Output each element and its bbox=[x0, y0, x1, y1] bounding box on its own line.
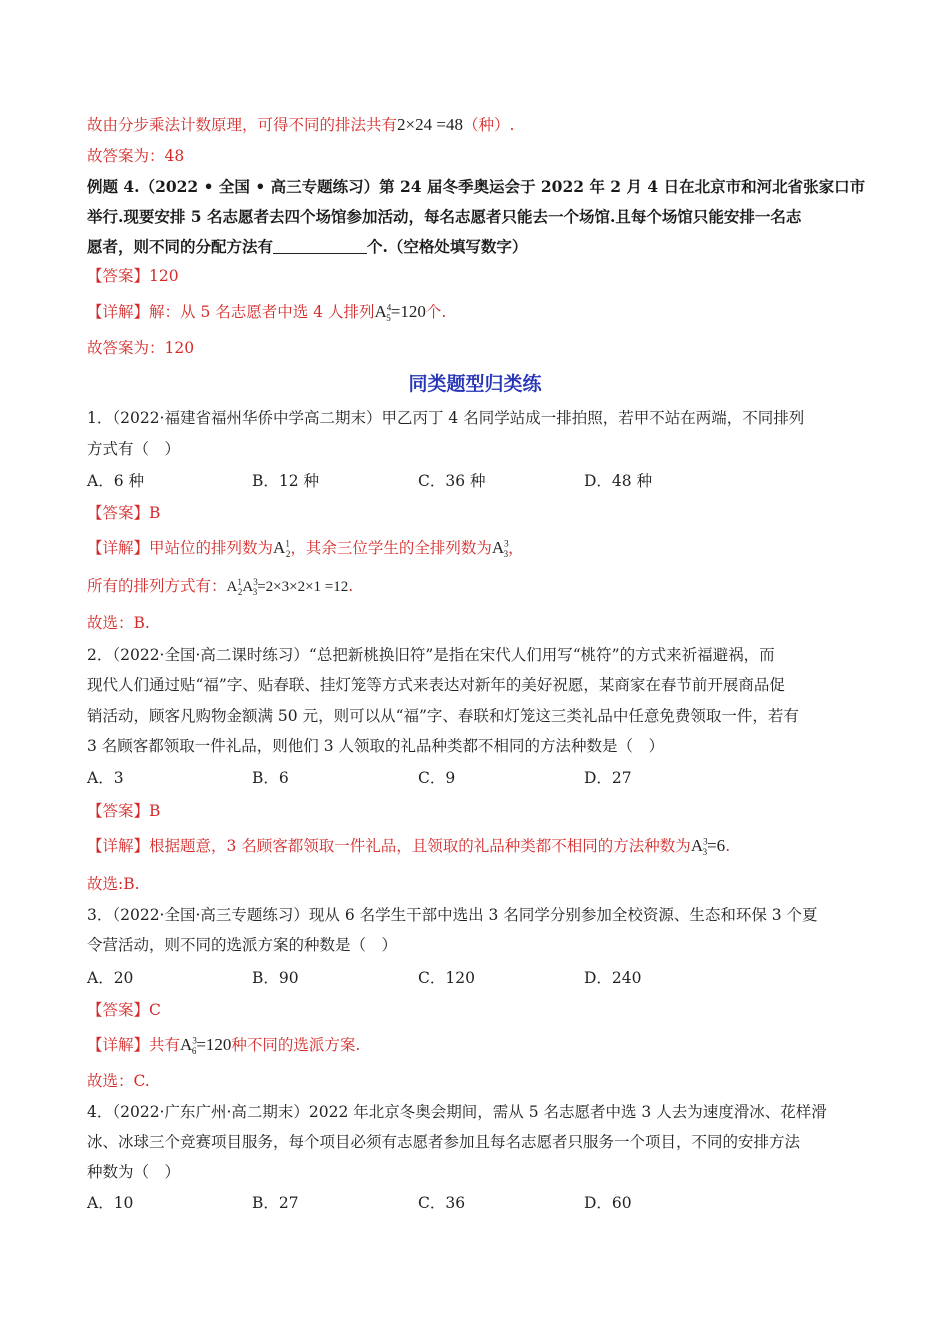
example-text: 个.（空格处填写数字） bbox=[367, 237, 528, 256]
answer-tag: 【答案】 bbox=[87, 267, 150, 285]
q3-line1: 3．（2022·全国·高三专题练习）现从 6 名学生干部中选出 3 名同学分别参加全校资源、生态和环保 3 个夏 bbox=[87, 906, 818, 924]
q4-option-a: A．10 bbox=[87, 1194, 134, 1212]
q2-option-b: B．6 bbox=[252, 769, 289, 787]
q2-option-a: A．3 bbox=[87, 769, 124, 787]
detail-text: . bbox=[725, 837, 731, 855]
q3-option-c: C．120 bbox=[418, 969, 475, 987]
q1-line1: 1．（2022·福建省福州华侨中学高二期末）甲乙丙丁 4 名同学站成一排拍照，若甲不站在两端，不同排列 bbox=[87, 409, 805, 427]
detail-text: ，其余三位学生的全排列数为 bbox=[290, 539, 492, 557]
example4-conclusion bbox=[87, 337, 194, 359]
q1-answer bbox=[87, 502, 160, 524]
example4-line3 bbox=[87, 236, 527, 258]
q3-option-b: B．90 bbox=[252, 969, 299, 987]
q3-conclusion: 故选：C. bbox=[87, 1072, 150, 1090]
q2-line3: 销活动，顾客凡购物金额满 50 元，则可以从“福”字、春联和灯笼这三类礼品中任意免费领取一件，若有 bbox=[87, 707, 799, 725]
detail-tag: 【详解】 bbox=[87, 303, 150, 321]
q1-option-c: C．36 种 bbox=[418, 472, 486, 490]
detail-text: 解：从 5 名志愿者中选 4 人排列 bbox=[149, 303, 375, 321]
q1-option-a: A．6 种 bbox=[87, 472, 144, 490]
q4-line3: 种数为（ ） bbox=[87, 1163, 181, 1181]
example4-line1 bbox=[87, 176, 865, 198]
q1-detail bbox=[87, 537, 524, 559]
example-text: 愿者，则不同的分配方法有 bbox=[87, 237, 274, 256]
answer-value: 120 bbox=[149, 267, 179, 285]
answer-value: B bbox=[149, 504, 161, 522]
example4-detail bbox=[87, 301, 446, 323]
q3-option-d: D．240 bbox=[584, 969, 642, 987]
intro-line bbox=[87, 114, 514, 136]
answer-label: 故答案为： bbox=[87, 339, 165, 357]
detail-text: 根据题意，3 名顾客都领取一件礼品，且领取的礼品种类都不相同的方法种数为 bbox=[149, 837, 691, 855]
q2-line2: 现代人们通过贴“福”字、贴春联、挂灯笼等方式来表达对新年的美好祝愿，某商家在春节前开展商品促 bbox=[87, 676, 785, 694]
intro-answer bbox=[87, 145, 184, 167]
perm-a63: $A^3_6=120$ bbox=[180, 1035, 232, 1057]
q1-line2: 方式有（ ） bbox=[87, 440, 181, 458]
example-text: （2022 • 全国 • 高三专题练习）第 24 届冬季奥运会于 2022 年 2 月 4 日在北京市和河北省张家口市 bbox=[139, 177, 866, 196]
q4-line1: 4．（2022·广东广州·高二期末）2022 年北京冬奥会期间，需从 5 名志愿者中选 3 人去为速度滑冰、花样滑 bbox=[87, 1103, 827, 1121]
q2-option-c: C．9 bbox=[418, 769, 456, 787]
q3-option-a: A．20 bbox=[87, 969, 134, 987]
q3-answer bbox=[87, 999, 161, 1021]
answer-tag: 【答案】 bbox=[87, 802, 150, 820]
q2-option-d: D．27 bbox=[584, 769, 632, 787]
detail-text: 所有的排列方式有： bbox=[87, 577, 227, 595]
detail-text: 共有 bbox=[149, 1036, 181, 1054]
detail-text: ， bbox=[508, 539, 524, 557]
q4-line2: 冰、冰球三个竞赛项目服务，每个项目必须有志愿者参加且每名志愿者只服务一个项目，不同的安排方法 bbox=[87, 1133, 801, 1151]
blank-line bbox=[273, 237, 367, 254]
q2-line4: 3 名顾客都领取一件礼品，则他们 3 人领取的礼品种类都不相同的方法种数是（ ） bbox=[87, 737, 665, 755]
perm-product: $A^1_2A^3_3=2\times 3\times 2\times 1 =12$ bbox=[226, 577, 349, 597]
intro-post: （种）. bbox=[462, 116, 515, 134]
q4-option-c: C．36 bbox=[418, 1194, 466, 1212]
q2-conclusion: 故选:B. bbox=[87, 875, 140, 893]
detail-text: . bbox=[348, 577, 354, 595]
q4-option-d: D．60 bbox=[584, 1194, 632, 1212]
example-label: 例题 4. bbox=[87, 177, 140, 196]
answer-label: 故答案为： bbox=[87, 147, 165, 165]
section-heading: 同类题型归类练 bbox=[408, 373, 542, 395]
detail-tag: 【详解】 bbox=[87, 539, 150, 557]
answer-value: C bbox=[149, 1001, 161, 1019]
detail-text: 个. bbox=[425, 303, 447, 321]
detail-tag: 【详解】 bbox=[87, 1036, 150, 1054]
answer-value: B bbox=[149, 802, 161, 820]
q2-answer bbox=[87, 800, 160, 822]
perm-formula: $A^4_5=120$ bbox=[374, 302, 426, 324]
example4-answer bbox=[87, 265, 179, 287]
q4-option-b: B．27 bbox=[252, 1194, 299, 1212]
intro-text: 故由分步乘法计数原理，可得不同的排法共有 bbox=[87, 116, 398, 134]
q2-detail bbox=[87, 835, 730, 857]
answer-tag: 【答案】 bbox=[87, 1001, 150, 1019]
answer-tag: 【答案】 bbox=[87, 504, 150, 522]
answer-value: 120 bbox=[164, 339, 195, 357]
detail-text: 种不同的选派方案. bbox=[231, 1036, 361, 1054]
detail-text: 甲站位的排列数为 bbox=[149, 539, 274, 557]
perm-a21: $A^1_2$ bbox=[273, 538, 291, 560]
q1-all bbox=[87, 575, 353, 598]
perm-a33: $A^3_3$ bbox=[491, 538, 509, 560]
example4-line2: 举行.现要安排 5 名志愿者去四个场馆参加活动，每名志愿者只能去一个场馆.且每个场馆只能安排一名志 bbox=[87, 207, 802, 226]
q1-conclusion: 故选：B. bbox=[87, 614, 150, 632]
q3-line2: 令营活动，则不同的选派方案的种数是（ ） bbox=[87, 936, 398, 954]
q1-option-b: B．12 种 bbox=[252, 472, 320, 490]
q2-line1: 2．（2022·全国·高二课时练习）“总把新桃换旧符”是指在宋代人们用写“桃符”的方式来祈福避祸，而 bbox=[87, 646, 775, 664]
perm-a33: $A^3_3=6$ bbox=[690, 836, 726, 858]
intro-math: 2×24 =48 bbox=[397, 115, 463, 134]
q1-option-d: D．48 种 bbox=[584, 472, 653, 490]
q3-detail bbox=[87, 1034, 360, 1056]
detail-tag: 【详解】 bbox=[87, 837, 150, 855]
answer-value: 48 bbox=[164, 147, 185, 165]
